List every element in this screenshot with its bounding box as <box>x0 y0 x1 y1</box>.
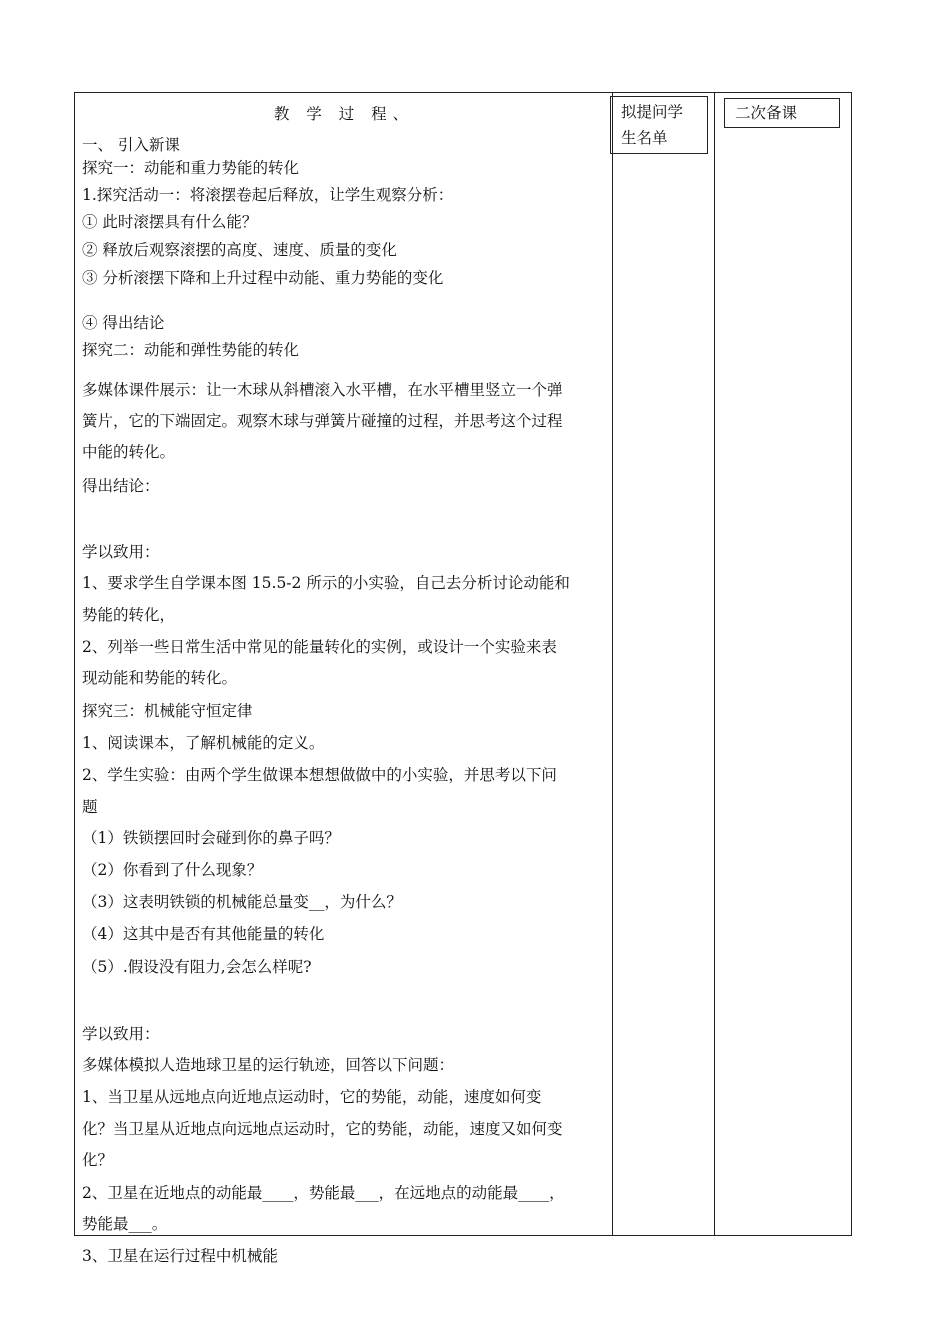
students-list-label-2: 生名单 <box>621 129 668 147</box>
text-line: （4）这其中是否有其他能量的转化 <box>82 925 325 943</box>
text-line: 得出结论： <box>82 477 160 495</box>
text-line: 势能最___。 <box>82 1215 168 1233</box>
text-line: 1、当卫星从远地点向近地点运动时，它的势能，动能，速度如何变 <box>82 1088 542 1106</box>
students-list-label-1: 拟提问学 <box>621 103 684 121</box>
text-line: （1）铁锁摆回时会碰到你的鼻子吗？ <box>82 829 340 847</box>
column-divider-notes <box>714 92 715 1236</box>
text-line: 簧片，它的下端固定。观察木球与弹簧片碰撞的过程，并思考这个过程 <box>82 412 563 430</box>
text-line: 探究三：机械能守恒定律 <box>82 702 253 720</box>
second-prep-label: 二次备课 <box>735 104 798 122</box>
column-divider-main <box>612 92 613 1236</box>
text-line: 一、 引入新课 <box>82 136 180 154</box>
text-line: 多媒体模拟人造地球卫星的运行轨迹，回答以下问题： <box>82 1056 455 1074</box>
second-prep-box <box>724 98 840 128</box>
text-line: 化？当卫星从近地点向远地点运动时，它的势能，动能，速度又如何变 <box>82 1120 563 1138</box>
text-line: ① 此时滚摆具有什么能？ <box>82 213 258 231</box>
text-line: ④ 得出结论 <box>82 314 165 332</box>
text-line: 多媒体课件展示：让一木球从斜槽滚入水平槽，在水平槽里竖立一个弹 <box>82 381 563 399</box>
text-line: ③ 分析滚摆下降和上升过程中动能、重力势能的变化 <box>82 269 444 287</box>
footer-line: 3、卫星在运行过程中机械能 <box>82 1247 278 1265</box>
main-heading: 教 学 过 程、 <box>273 105 415 123</box>
text-line: 1、阅读课本，了解机械能的定义。 <box>82 734 325 752</box>
text-line: 2、学生实验：由两个学生做课本想想做做中的小实验，并思考以下问 <box>82 766 557 784</box>
text-line: 化？ <box>82 1151 114 1169</box>
text-line: 1、要求学生自学课本图 15.5-2 所示的小实验，自己去分析讨论动能和 <box>82 574 570 592</box>
text-line: 学以致用： <box>82 543 160 561</box>
text-line: 探究一：动能和重力势能的转化 <box>82 159 300 177</box>
text-line: 现动能和势能的转化。 <box>82 669 238 687</box>
text-line: 中能的转化。 <box>82 443 176 461</box>
text-line: （2）你看到了什么现象？ <box>82 861 263 879</box>
text-line: 势能的转化， <box>82 606 176 624</box>
text-line: （5）.假设没有阻力,会怎么样呢? <box>82 958 312 976</box>
text-line: 题 <box>82 798 98 816</box>
text-line: 学以致用： <box>82 1025 160 1043</box>
text-line: ② 释放后观察滚摆的高度、速度、质量的变化 <box>82 241 397 259</box>
text-line: 2、卫星在近地点的动能最____，势能最___，在远地点的动能最____， <box>82 1184 565 1202</box>
text-line: 1.探究活动一：将滚摆卷起后释放，让学生观察分析： <box>82 186 454 204</box>
text-line: 2、列举一些日常生活中常见的能量转化的实例，或设计一个实验来表 <box>82 638 557 656</box>
students-list-box <box>610 96 708 154</box>
text-line: （3）这表明铁锁的机械能总量变__，为什么？ <box>82 893 402 911</box>
text-line: 探究二：动能和弹性势能的转化 <box>82 341 300 359</box>
